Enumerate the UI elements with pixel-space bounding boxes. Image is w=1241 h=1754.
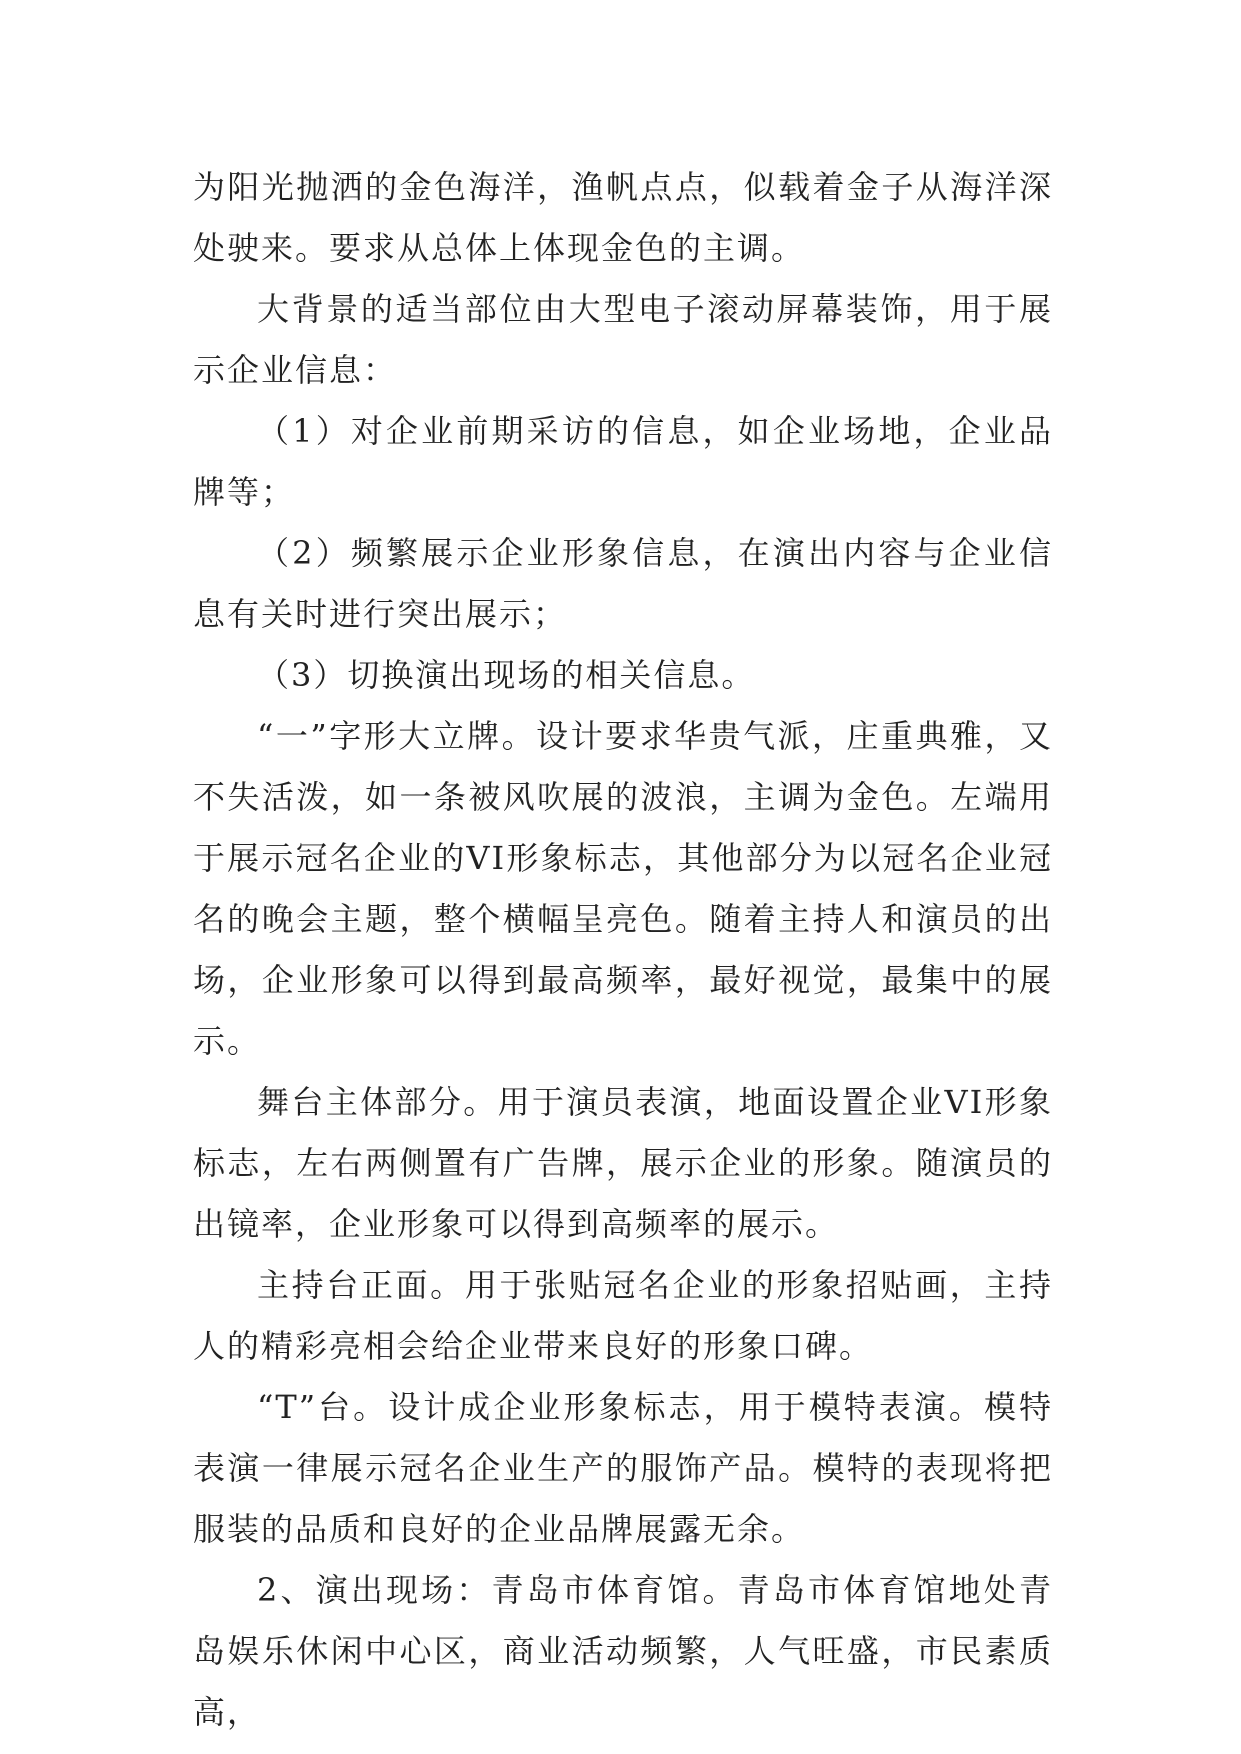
paragraph-venue: 2、演出现场：青岛市体育馆。青岛市体育馆地处青岛娱乐休闲中心区，商业活动频繁，人气旺盛，市民素质高，: [193, 1571, 1053, 1731]
list-item-2: （2）频繁展示企业形象信息，在演出内容与企业信息有关时进行突出展示；: [193, 534, 1053, 633]
paragraph-host-desk: 主持台正面。用于张贴冠名企业的形象招贴画，主持人的精彩亮相会给企业带来良好的形象口碑。: [193, 1266, 1053, 1365]
list-item-1: （1）对企业前期采访的信息，如企业场地，企业品牌等；: [193, 412, 1053, 511]
list-item-3: （3）切换演出现场的相关信息。: [257, 656, 756, 694]
paragraph-standing-sign: “一”字形大立牌。设计要求华贵气派，庄重典雅，又不失活泼，如一条被风吹展的波浪，主调为金色。左端用于展示冠名企业的VI形象标志，其他部分为以冠名企业冠名的晚会主题，整个横幅呈亮色。随着主持人和演员的出场，企业形象可以得到最高频率，最好视觉，最集中的展示。: [193, 717, 1053, 1060]
paragraph-continuation: 为阳光抛洒的金色海洋，渔帆点点，似载着金子从海洋深处驶来。要求从总体上体现金色的主调。: [193, 168, 1053, 267]
body-text: [193, 157, 1053, 1743]
paragraph-background-screen: 大背景的适当部位由大型电子滚动屏幕装饰，用于展示企业信息：: [193, 290, 1053, 389]
paragraph-stage-main: 舞台主体部分。用于演员表演，地面设置企业VI形象标志，左右两侧置有广告牌，展示企业的形象。随演员的出镜率，企业形象可以得到高频率的展示。: [193, 1083, 1053, 1243]
paragraph-t-stage: “T”台。设计成企业形象标志，用于模特表演。模特表演一律展示冠名企业生产的服饰产品。模特的表现将把服装的品质和良好的企业品牌展露无余。: [193, 1388, 1053, 1548]
